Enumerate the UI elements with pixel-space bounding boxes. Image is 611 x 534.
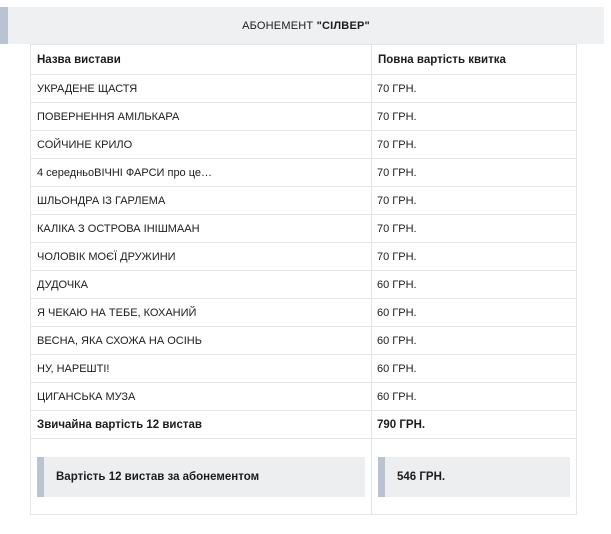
- table-row: [31, 299, 577, 327]
- ticket-price: 70 ГРН.: [372, 243, 577, 271]
- total-row: [31, 411, 577, 439]
- ticket-price: 60 ГРН.: [372, 271, 577, 299]
- table-row: [31, 75, 577, 103]
- play-title: ЦИГАНСЬКА МУЗА: [31, 383, 372, 411]
- table-row: [31, 271, 577, 299]
- ticket-price: 70 ГРН.: [372, 215, 577, 243]
- play-title: 4 середньоВІЧНІ ФАРСИ про це…: [31, 159, 372, 187]
- subscription-header: [0, 7, 604, 44]
- total-value: 790 ГРН.: [372, 411, 577, 439]
- subscription-label-cell: [31, 439, 372, 515]
- header-prefix: АБОНЕМЕНТ: [242, 19, 314, 32]
- subscription-label: Вартість 12 вистав за абонементом: [37, 457, 365, 497]
- play-title: СОЙЧИНЕ КРИЛО: [31, 131, 372, 159]
- play-title: ШЛЬОНДРА ІЗ ГАРЛЕМА: [31, 187, 372, 215]
- table-row: [31, 187, 577, 215]
- total-label: Звичайна вартість 12 вистав: [31, 411, 372, 439]
- table-row: [31, 243, 577, 271]
- table-row: [31, 131, 577, 159]
- column-header-title: Назва вистави: [31, 45, 372, 75]
- table-row: [31, 159, 577, 187]
- play-title: УКРАДЕНЕ ЩАСТЯ: [31, 75, 372, 103]
- table-header-row: [31, 45, 577, 75]
- play-title: Я ЧЕКАЮ НА ТЕБЕ, КОХАНИЙ: [31, 299, 372, 327]
- table-row: [31, 383, 577, 411]
- ticket-price: 70 ГРН.: [372, 159, 577, 187]
- play-title: ПОВЕРНЕННЯ АМІЛЬКАРА: [31, 103, 372, 131]
- ticket-price: 60 ГРН.: [372, 355, 577, 383]
- play-title: ДУДОЧКА: [31, 271, 372, 299]
- ticket-price: 60 ГРН.: [372, 383, 577, 411]
- ticket-price: 70 ГРН.: [372, 131, 577, 159]
- play-title: ЧОЛОВІК МОЄЇ ДРУЖИНИ: [31, 243, 372, 271]
- play-title: ВЕСНА, ЯКА СХОЖА НА ОСІНЬ: [31, 327, 372, 355]
- ticket-price: 60 ГРН.: [372, 299, 577, 327]
- play-title: НУ, НАРЕШТІ!: [31, 355, 372, 383]
- table-row: [31, 103, 577, 131]
- subscription-value-cell: [372, 439, 577, 515]
- play-title: КАЛІКА З ОСТРОВА ІНІШМААН: [31, 215, 372, 243]
- table-row: [31, 327, 577, 355]
- table-body: [31, 75, 577, 515]
- column-header-price: Повна вартість квитка: [372, 45, 577, 75]
- ticket-price: 70 ГРН.: [372, 187, 577, 215]
- header-subscription-name: "СІЛВЕР": [316, 19, 370, 32]
- subscription-row: [31, 439, 577, 515]
- ticket-price: 70 ГРН.: [372, 75, 577, 103]
- price-table: [30, 44, 577, 515]
- table-row: [31, 355, 577, 383]
- subscription-value: 546 ГРН.: [378, 457, 570, 497]
- ticket-price: 70 ГРН.: [372, 103, 577, 131]
- table-row: [31, 215, 577, 243]
- ticket-price: 60 ГРН.: [372, 327, 577, 355]
